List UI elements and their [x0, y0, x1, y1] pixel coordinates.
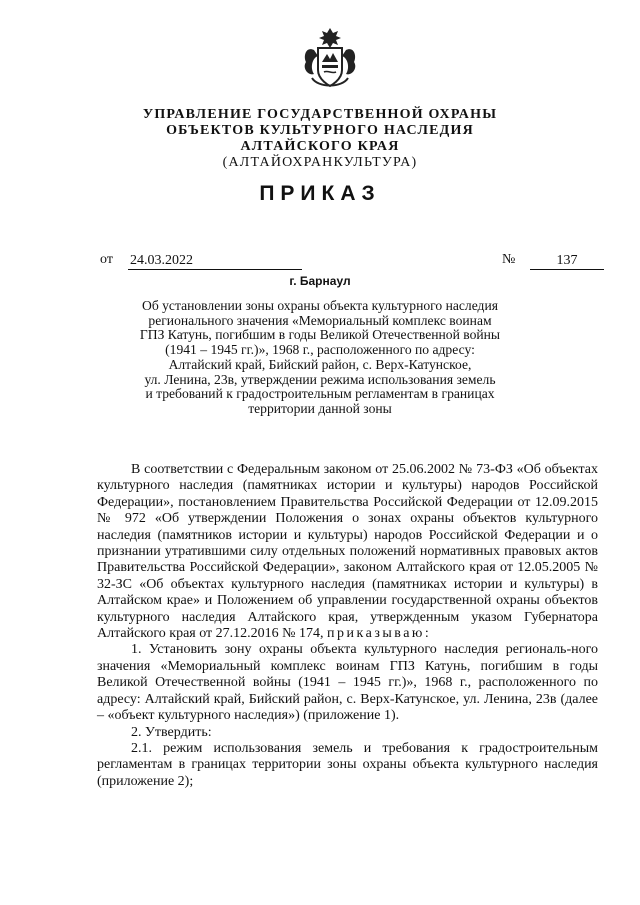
organization-line-1: УПРАВЛЕНИЕ ГОСУДАРСТВЕННОЙ ОХРАНЫ [142, 107, 498, 122]
subject-line: ГПЗ Катунь, погибшим в годы Великой Отечественной войны [139, 327, 501, 343]
item-1-paragraph: 1. Установить зону охраны объекта культурного наследия региональ-ного значения «Мемориальный комплекс воинам ГПЗ Катунь, погибшим в годы Великой Отечественной войны (1941 – 1945 гг.)», 1968 г., расположенного по адресу: Алтайский край, Бийский район, с. Верх-Катунское, ул. Ленина, 23в (далее – «объект культурного наследия») (приложение 1). [97, 642, 598, 724]
preamble-paragraph [97, 462, 598, 642]
organization-short-name: (АЛТАЙОХРАНКУЛЬТУРА) [222, 155, 418, 170]
date-number-row [100, 252, 605, 274]
document-number: 137 [530, 252, 604, 270]
number-label: № [502, 252, 516, 267]
organization-line-2: ОБЪЕКТОВ КУЛЬТУРНОГО НАСЛЕДИЯ [166, 123, 474, 138]
subject-line: Об установлении зоны охраны объекта культурного наследия [142, 298, 498, 313]
preamble-text: В соответствии с Федеральным законом от 25.06.2002 № 73-ФЗ «Об объектах культурного наследия (памятниках истории и культуры) народов Российской Федерации», постановлением Правительства Российской Федерации от 12.09.2015 № 972 «Об утверждении Положения о зонах охраны объектов культурного наследия (памятников истории и культуры) народов Российской Федерации и о признании утратившими силу отдельных положений нормативных правовых актов Правительства Российской Федерации», законом Алтайского края от 12.05.2005 № 32-ЗС «Об объектах культурного наследия (памятниках истории и культуры) в Алтайском крае» и Положением об управлении государственной охраны объектов культурного наследия Алтайского края, утвержденным указом Губернатора Алтайского края от 27.12.2016 № 174, [97, 462, 598, 642]
order-word: приказываю: [327, 626, 432, 642]
subject-line: Алтайский край, Бийский район, с. Верх-Катунское, [168, 356, 472, 372]
subject-line: и требований к градостроительным регламентам в границах [145, 386, 495, 402]
document-date: 24.03.2022 [128, 252, 302, 270]
coat-of-arms-emblem [300, 24, 360, 92]
subject-line: (1941 – 1945 гг.)», 1968 г., расположенного по адресу: [165, 342, 475, 358]
subject-line: регионального значения «Мемориальный комплекс воинам [148, 312, 492, 328]
document-type-title: ПРИКАЗ [259, 182, 381, 205]
subject-line: территории данной зоны [248, 400, 392, 416]
date-label: от [100, 252, 113, 267]
organization-line-3: АЛТАЙСКОГО КРАЯ [240, 139, 400, 154]
order-body [97, 462, 598, 790]
item-2-1-paragraph: 2.1. режим использования земель и требования к градостроительным регламентам в границах территории зоны охраны объекта культурного наследия (приложение 2); [97, 740, 598, 789]
subject-line: ул. Ленина, 23в, утверждении режима использования земель [144, 371, 496, 387]
order-subject [130, 299, 510, 417]
city-name: г. Барнаул [289, 274, 351, 288]
item-2-paragraph: 2. Утвердить: [131, 724, 212, 740]
